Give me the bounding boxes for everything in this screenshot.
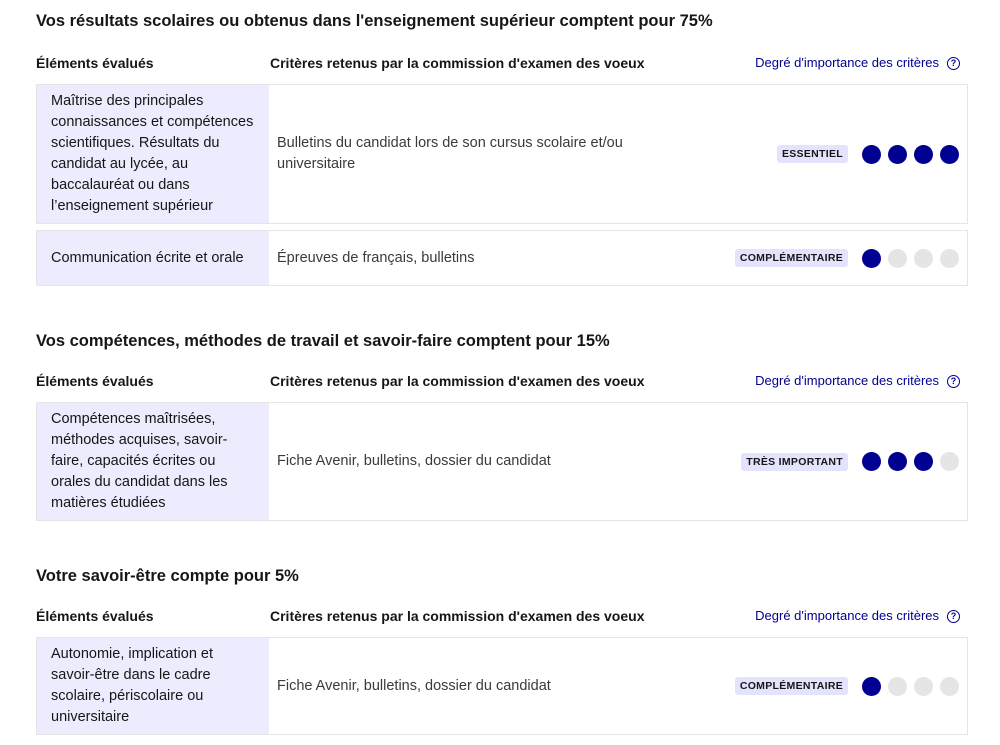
criteria-row: [36, 637, 968, 735]
importance-dot-filled: [862, 452, 881, 471]
degree-importance-link[interactable]: [755, 54, 960, 72]
section-title: Votre savoir-être compte pour 5%: [36, 567, 299, 585]
importance-dot-empty: [940, 677, 959, 696]
criteria-row: [36, 84, 968, 224]
help-circle-icon[interactable]: ?: [947, 57, 960, 70]
column-header-elements: Éléments évalués: [36, 55, 154, 71]
criteria-text: Bulletins du candidat lors de son cursus scolaire et/ou universitaire: [277, 135, 623, 172]
criteria-text: Fiche Avenir, bulletins, dossier du candidat: [277, 453, 551, 469]
criteria-cell: [269, 638, 735, 734]
importance-dot-filled: [914, 145, 933, 164]
criteria-cell: [269, 403, 741, 520]
importance-dots: [862, 677, 959, 696]
element-text: Compétences maîtrisées, méthodes acquises, savoir-faire, capacités écrites ou orales du candidat dans les matières étudiées: [51, 411, 228, 511]
help-circle-icon[interactable]: ?: [947, 610, 960, 623]
help-circle-icon[interactable]: ?: [947, 375, 960, 388]
importance-badge: ESSENTIEL: [777, 145, 848, 163]
criteria-row: [36, 402, 968, 521]
element-cell: [37, 231, 269, 285]
column-header-criteria: Critères retenus par la commission d'examen des voeux: [270, 55, 645, 71]
degree-importance-label[interactable]: Degré d'importance des critères: [755, 373, 939, 388]
importance-cell: [735, 638, 967, 734]
element-text: Communication écrite et orale: [51, 249, 244, 266]
importance-dot-empty: [888, 249, 907, 268]
element-text: Autonomie, implication et savoir-être dans le cadre scolaire, périscolaire ou universitaire: [51, 646, 213, 725]
criteria-text: Épreuves de français, bulletins: [277, 249, 475, 266]
importance-dot-empty: [888, 677, 907, 696]
column-header-elements: Éléments évalués: [36, 373, 154, 389]
importance-dot-filled: [862, 677, 881, 696]
section-soft-skills: [36, 565, 968, 745]
importance-dot-empty: [940, 452, 959, 471]
importance-dot-empty: [940, 249, 959, 268]
section-title: Vos résultats scolaires ou obtenus dans l'enseignement supérieur comptent pour 75%: [36, 12, 713, 30]
degree-importance-link[interactable]: [755, 372, 960, 390]
section-title: Vos compétences, méthodes de travail et savoir-faire comptent pour 15%: [36, 332, 610, 350]
element-cell: [37, 403, 269, 520]
section-skills-methods: [36, 330, 968, 525]
importance-dot-filled: [914, 452, 933, 471]
importance-dot-filled: [862, 249, 881, 268]
column-header-elements: Éléments évalués: [36, 608, 154, 624]
criteria-cell: [269, 231, 735, 285]
criteria-text: Fiche Avenir, bulletins, dossier du candidat: [277, 677, 551, 694]
importance-dot-filled: [862, 145, 881, 164]
criteria-cell: [269, 85, 777, 223]
element-cell: [37, 638, 269, 734]
importance-dot-empty: [914, 249, 933, 268]
importance-badge: COMPLÉMENTAIRE: [735, 249, 848, 267]
degree-importance-link[interactable]: [755, 607, 960, 625]
importance-dots: [862, 145, 959, 164]
importance-dot-filled: [940, 145, 959, 164]
section-academic-results: [36, 10, 968, 290]
importance-dot-empty: [914, 677, 933, 696]
element-cell: [37, 85, 269, 223]
criteria-row: [36, 230, 968, 286]
importance-dots: [862, 249, 959, 268]
degree-importance-label[interactable]: Degré d'importance des critères: [755, 608, 939, 623]
degree-importance-label[interactable]: Degré d'importance des critères: [755, 55, 939, 70]
importance-badge: TRÈS IMPORTANT: [741, 453, 848, 471]
importance-badge: COMPLÉMENTAIRE: [735, 677, 848, 695]
importance-cell: [735, 231, 967, 285]
importance-cell: [741, 403, 967, 520]
importance-dot-filled: [888, 145, 907, 164]
column-header-criteria: Critères retenus par la commission d'examen des voeux: [270, 608, 645, 624]
column-header-criteria: Critères retenus par la commission d'examen des voeux: [270, 373, 645, 389]
importance-dots: [862, 452, 959, 471]
importance-dot-filled: [888, 452, 907, 471]
element-text: Maîtrise des principales connaissances et compétences scientifiques. Résultats du candidat au lycée, au baccalauréat ou dans l’enseignement supérieur: [51, 93, 254, 214]
importance-cell: [777, 85, 967, 223]
